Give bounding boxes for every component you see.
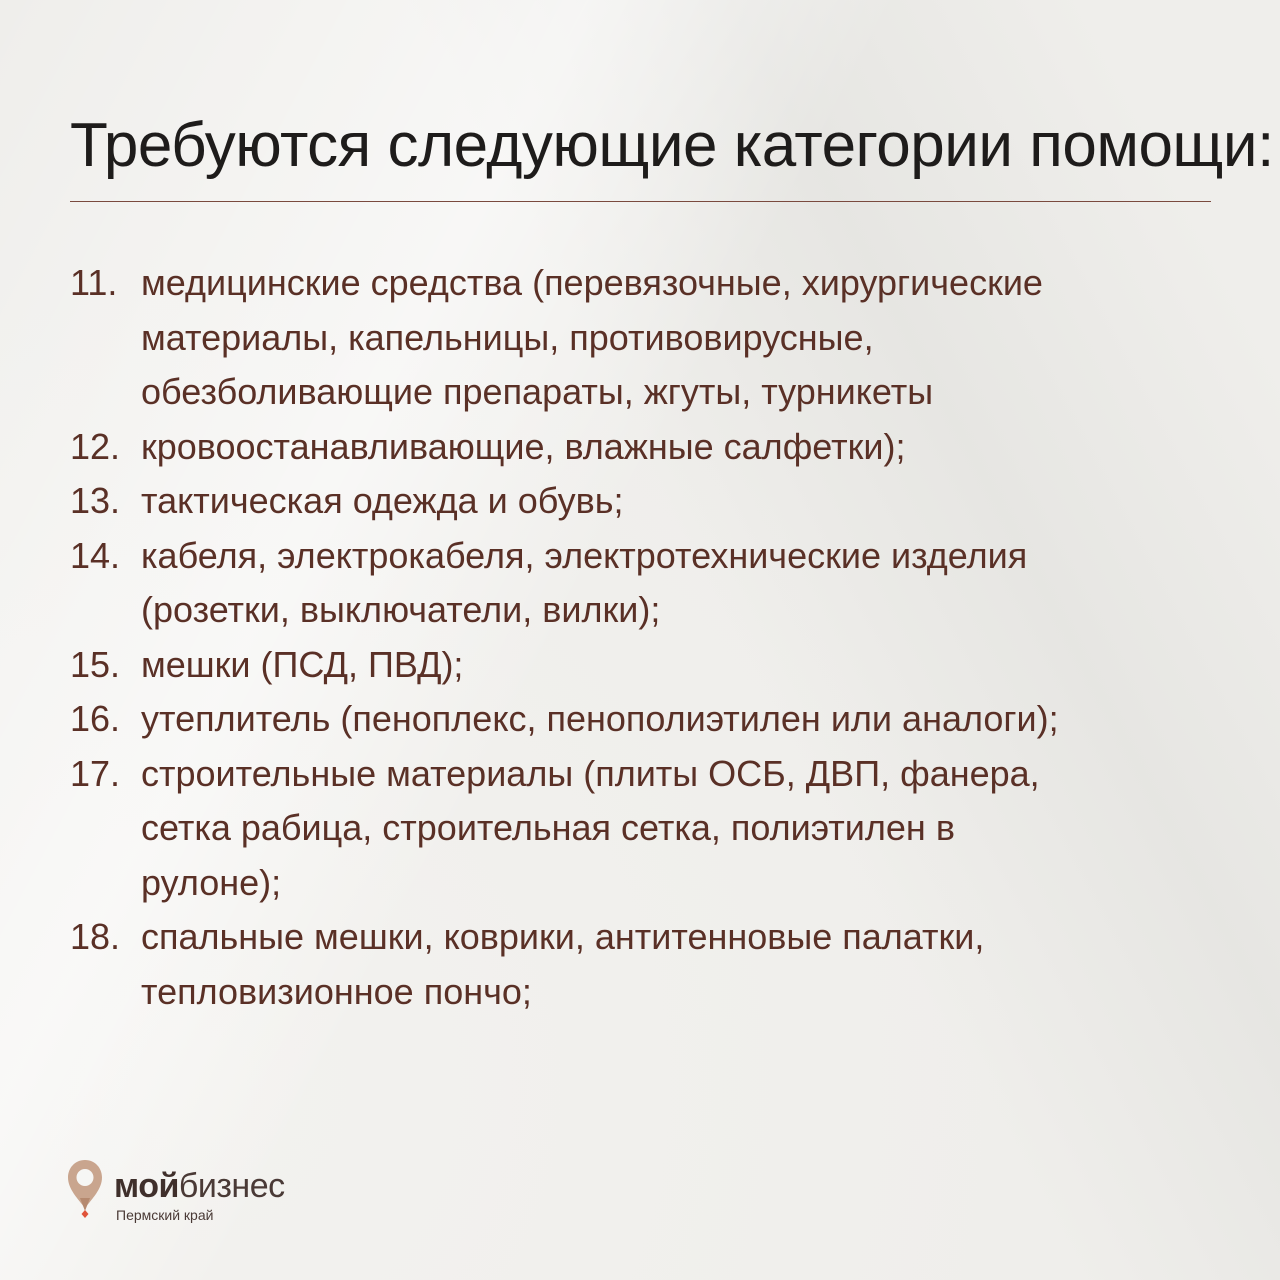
list-item-number: 18.: [70, 916, 121, 957]
brand-name-bold: мой: [114, 1167, 179, 1205]
list-item: [70, 638, 1220, 693]
list-item-text: утеплитель (пеноплекс, пенополиэтилен или аналоги);: [141, 698, 1059, 739]
list-item: [70, 474, 1220, 529]
location-pin-icon: [66, 1158, 104, 1224]
list-item-text: спальные мешки, коврики, антитенновые палатки, тепловизионное пончо;: [141, 916, 985, 1012]
brand-logo: [66, 1158, 285, 1224]
brand-name-regular: бизнес: [178, 1167, 285, 1205]
list-item-text: тактическая одежда и обувь;: [141, 480, 624, 521]
title-divider: [70, 201, 1211, 202]
brand-region: Пермский край: [116, 1207, 214, 1223]
list-item-text: кровоостанавливающие, влажные салфетки);: [141, 425, 906, 467]
list-item-number: 12.: [70, 425, 121, 467]
list-item-number: 17.: [70, 752, 121, 794]
list-item-text: медицинские средства (перевязочные, хирургические материалы, капельницы, противовирусные, обезболивающие препараты, жгуты, турникеты: [141, 262, 1043, 412]
help-categories-list: [70, 256, 1220, 1019]
list-item-number: 11.: [70, 262, 118, 303]
list-item: [70, 256, 1220, 420]
list-item: [70, 420, 1220, 475]
list-item-text: мешки (ПСД, ПВД);: [141, 643, 464, 685]
list-item-number: 15.: [70, 643, 121, 685]
list-item-text: строительные материалы (плиты ОСБ, ДВП, фанера, сетка рабица, строительная сетка, полиэтилен в рулоне);: [141, 752, 1040, 903]
list-item: [70, 692, 1220, 747]
list-item: [70, 529, 1220, 638]
list-item-number: 13.: [70, 480, 121, 521]
page-title: Требуются следующие категории помощи:: [70, 111, 1274, 180]
logo-text: [114, 1166, 285, 1224]
brand-name: [114, 1166, 285, 1206]
list-item: [70, 747, 1220, 911]
list-item-number: 16.: [70, 698, 121, 739]
list-item-text: кабеля, электрокабеля, электротехнические изделия (розетки, выключатели, вилки);: [141, 534, 1028, 630]
list-item: [70, 910, 1220, 1019]
list-item-number: 14.: [70, 534, 121, 576]
